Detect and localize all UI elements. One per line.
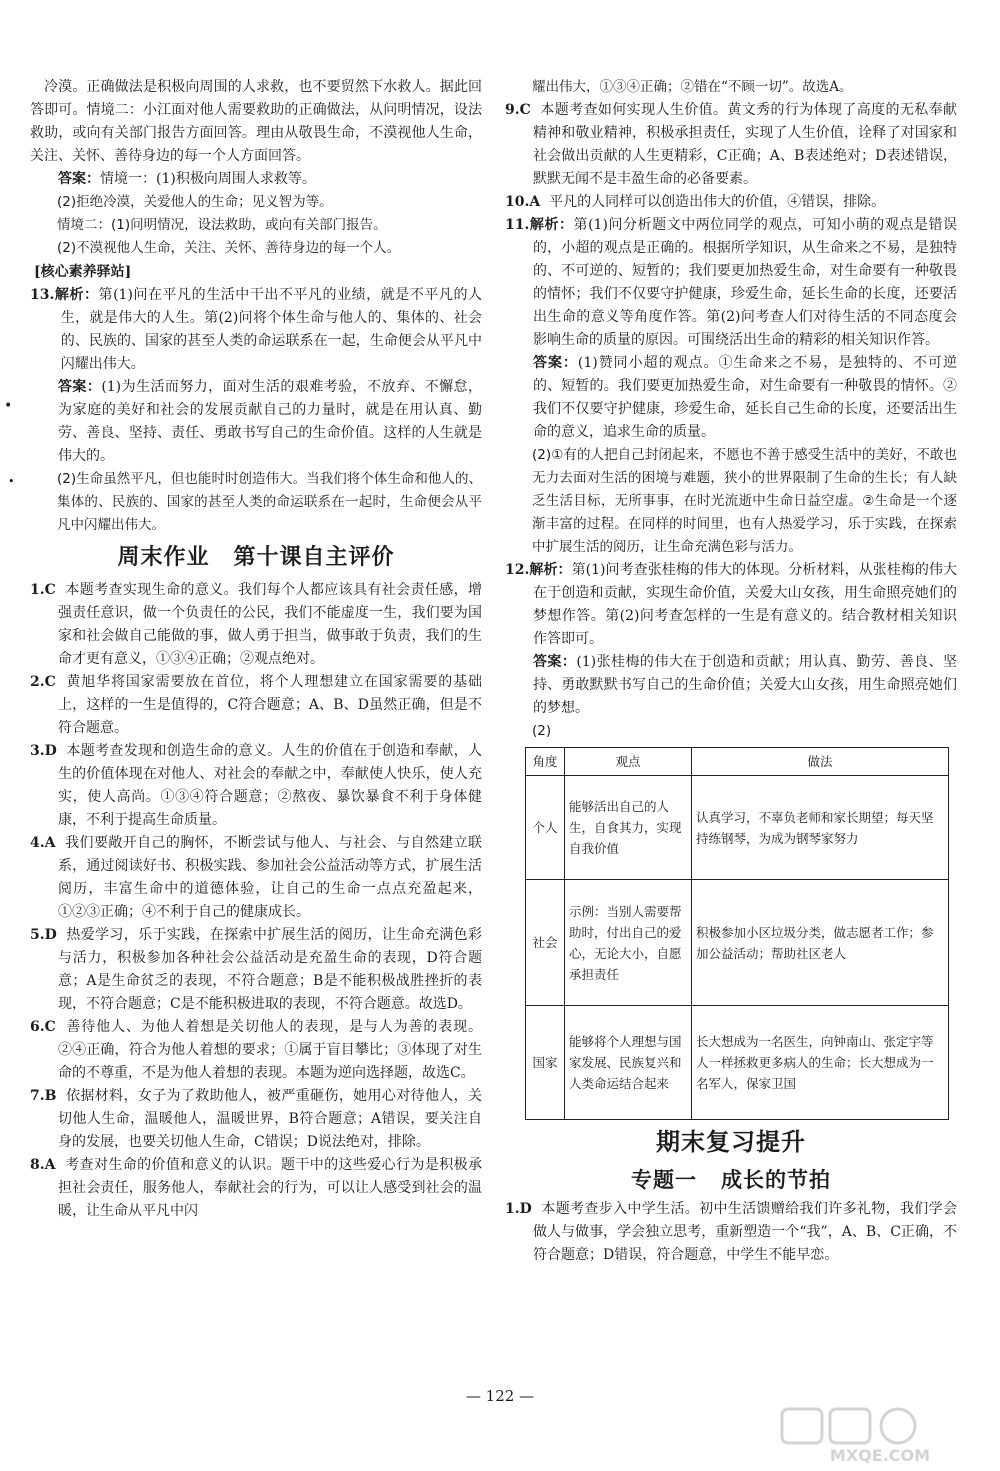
question-12 (505, 559, 957, 651)
answer-line: (2)生命虽然平凡，但也能时时创造伟大。当我们将个体生命和他人的、集体的、民族的、国家的甚至人类的命运联系在一起时，生命便会从平凡中闪耀出伟大。 (57, 471, 482, 533)
question-text: 本题考查发现和创造生命的意义。人生的价值在于创造和奉献，人生的价值体现在对他人、对社会的奉献之中，奉献使人快乐，使人充实，使人高尚。①③④符合题意；②熬夜、暴饮暴食不利于身体健康，不利于提高生命质量。 (58, 743, 482, 828)
heading-part: 周末作业 (117, 545, 210, 570)
answer-line: (2)①有的人把自己封闭起来，不愿也不善于感受生活中的美好，不敢也无力去面对生活的困境与难题，狭小的世界限制了生命的生长；有人缺乏生活目标，无所事事，在时光流逝中生命日益空虚。②生命是一个逐渐丰富的过程。在同样的时间里，也有人热爱学习，乐于实践，在探索中扩展生活的阅历，让生命充满色彩与活力。 (532, 447, 957, 555)
answer-table (525, 747, 949, 1120)
table-header: 做法 (692, 748, 949, 776)
question-5 (30, 924, 482, 1016)
question-label: 11.解析： (505, 217, 574, 233)
question-text: 考查对生命的价值和意义的认识。题干中的这些爱心行为是积极承担社会责任，服务他人，奉献社会的行为，可以让人感受到社会的温暖，让生命从平凡中闪 (58, 1157, 483, 1219)
table-cell-view: 能够将个人理想与国家发展、民族复兴和人类命运结合起来 (565, 1006, 692, 1120)
heading-part: 成长的节拍 (721, 1168, 831, 1192)
chapter-heading: 期末复习提升 (656, 1128, 806, 1156)
table-cell-angle: 国家 (526, 1006, 565, 1120)
answer (30, 168, 482, 191)
question-text: 本题考查步入中学生活。初中生活馈赠给我们许多礼物，我们学会做人与做事，学会独立思考，重新塑造一个“我”，A、B、C正确，不符合题意；D错误，符合题意，中学生不能早恋。 (533, 1201, 957, 1263)
question-label: 8.A (30, 1157, 56, 1173)
table-cell-angle: 社会 (526, 880, 565, 1006)
question-label: 1.D (505, 1201, 532, 1217)
scan-mark: • (4, 398, 13, 414)
answer-label: 答案： (533, 654, 577, 670)
question-text: 本题考查实现生命的意义。我们每个人都应该具有社会责任感，增强责任意识，做一个负责任的公民，我们不能虚度一生，我们要为国家和社会做自己能做的事，做人勇于担当，做事敢于负责，我们的生命才更有意义，①③④正确；②观点绝对。 (58, 582, 482, 667)
table-row (526, 1006, 949, 1120)
section-heading (30, 537, 482, 579)
question-text: 第(1)问在平凡的生活中干出不平凡的业绩，就是不平凡的人生，就是伟大的人生。第(2)问将个体生命与他人的、集体的、社会的、民族的、国家的甚至人类的命运联系在一起，生命便会从平凡中闪耀出伟大。 (60, 287, 482, 372)
question-label: 7.B (30, 1088, 57, 1104)
question-text: 平凡的人同样可以创造出伟大的价值，④错误，排除。 (549, 194, 886, 210)
table-cell-view: 示例：当别人需要帮助时，付出自己的爱心，无论大小，自愿承担责任 (565, 880, 692, 1006)
table-cell-action: 长大想成为一名医生，向钟南山、张定宇等人一样拯救更多病人的生命；长大想成为一名军人，保家卫国 (692, 1006, 949, 1120)
question-label: 2.C (30, 674, 56, 690)
question-2 (30, 671, 482, 740)
question-label: 10.A (505, 194, 541, 210)
question-text: 我们要敞开自己的胸怀，不断尝试与他人、与社会、与自然建立联系，通过阅读好书、积极实践、参加社会公益活动等方式，扩展生活阅历，丰富生命中的道德体验，让自己的生命一点点充盈起来，①②③正确；④不利于自己的健康成长。 (58, 835, 483, 920)
question-label: 12.解析： (505, 562, 572, 578)
question-text: 本题考查如何实现人生价值。黄文秀的行为体现了高度的无私奉献精神和敬业精神，积极承担责任，实现了人生价值，诠释了对国家和社会做出贡献的人生更精彩，C正确；A、B表述绝对；D表述错误，默默无闻不是丰盈生命的必备要素。 (533, 102, 957, 187)
question-11 (505, 214, 957, 352)
table-header: 观点 (565, 748, 692, 776)
table-header: 角度 (526, 748, 565, 776)
question-4 (30, 832, 482, 924)
table-row (526, 776, 949, 880)
topic-heading (505, 1162, 957, 1198)
answer (30, 376, 482, 468)
svg-text:MXQE.COM: MXQE.COM (829, 1446, 931, 1465)
question-text: 依据材料，女子为了救助他人，被严重砸伤，她用心对待他人，关切他人生命，温暖他人，温暖世界，B符合题意；A错误，要关注自身的发展，也要关切他人生命，C错误；D说法绝对，排除。 (58, 1088, 483, 1150)
answer-label: 答案： (58, 171, 100, 187)
paragraph: 冷漠。正确做法是积极向周围的人求救，也不要贸然下水救人。据此回答即可。情境二：小江面对他人需要救助的正确做法，从问明情况，设法救助，或向有关部门报告方面回答。理由从敬畏生命，不漠视他人生命，关注、关怀、善待身边的每一个人方面回答。 (30, 79, 482, 164)
section-label: [核心素养驿站] (34, 264, 132, 280)
answer-text: (1)赞同小超的观点。①生命来之不易，是独特的、不可逆的、短暂的。我们要更加热爱生命，对生命要有一种敬畏的情怀。②我们不仅要守护健康，珍爱生命，延长自己生命的长度，还要活出生命的意义，追求生命的质量。 (533, 355, 957, 440)
question-label: 9.C (505, 102, 531, 118)
question-label: 5.D (30, 927, 57, 943)
question-label: 13.解析： (30, 287, 99, 303)
question-label: 4.A (30, 835, 56, 851)
question-text: 善待他人、为他人着想是关切他人的表现，是与人为善的表现。②④正确，符合为他人着想的要求；①属于盲目攀比；③体现了对生命的不尊重，不是为他人着想的表现。本题为逆向选择题，故选C。 (58, 1019, 483, 1081)
scan-mark: • (8, 475, 15, 488)
answer-text: 情境一：(1)积极向周围人求救等。 (100, 171, 316, 187)
answer-text: (1)为生活而努力，面对生活的艰难考验，不放弃、不懈怠，为家庭的美好和社会的发展贡献自己的力量时，就是在用认真、勤劳、善良、坚持、责任、勇敢书写自己的生命价值。这样的人生就是伟大的。 (58, 379, 482, 464)
answer-label: 答案： (58, 379, 102, 395)
answer (505, 651, 957, 720)
question-3 (30, 740, 482, 832)
table-cell-action: 积极参加小区垃圾分类，做志愿者工作；参加公益活动；帮助社区老人 (692, 880, 949, 1006)
heading-part: 第十课自主评价 (233, 545, 395, 570)
answer-line: (2)不漠视他人生命，关注、关怀、善待身边的每一个人。 (57, 240, 401, 256)
question-10 (505, 191, 957, 214)
question-7 (30, 1085, 482, 1154)
page-number: — 122 — (465, 1387, 535, 1405)
answer-line: (2) (532, 723, 552, 739)
heading-part: 专题一 (631, 1168, 697, 1192)
question-label: 6.C (30, 1019, 56, 1035)
question-text: 热爱学习，乐于实践，在探索中扩展生活的阅历，让生命充满色彩与活力，积极参加各种社会公益活动是充盈生命的表现，D符合题意；A是生命贫乏的表现，不符合题意；B是不能积极战胜挫折的表现，不符合题意；C是不能积极进取的表现，不符合题意。故选D。 (58, 927, 482, 1012)
question-6 (30, 1016, 482, 1085)
question-1 (30, 579, 482, 671)
answer-line: 情境二：(1)问明情况，设法救助，或向有关部门报告。 (57, 217, 387, 233)
answer-label: 答案： (533, 355, 578, 371)
table-cell-angle: 个人 (526, 776, 565, 880)
question-label: 3.D (30, 743, 57, 759)
question-8 (30, 1154, 482, 1223)
answer-text: (1)张桂梅的伟大在于创造和贡献；用认真、勤劳、善良、坚持、勇敢默默书写自己的生命价值；关爱大山女孩，用生命照亮她们的梦想。 (533, 654, 957, 716)
table-header-row (526, 748, 949, 776)
question-text: 黄旭华将国家需要放在首位，将个人理想建立在国家需要的基础上，这样的一生是值得的，C符合题意；A、B、D虽然正确，但是不符合题意。 (58, 674, 483, 736)
answer (505, 352, 957, 444)
answer-line: (2)拒绝冷漠，关爱他人的生命；见义智为等。 (57, 194, 333, 210)
table-cell-action: 认真学习，不辜负老师和家长期望；每天坚持练钢琴，为成为钢琴家努力 (692, 776, 949, 880)
table-row (526, 880, 949, 1006)
question-13 (30, 284, 482, 376)
question-text: 第(1)问分析题文中两位同学的观点，可知小萌的观点是错误的，小超的观点是正确的。根据所学知识，从生命来之不易，是独特的、不可逆的、短暂的；我们要更加热爱生命，对生命要有一种敬畏的情怀；我们不仅要守护健康，珍爱生命，延长生命的长度，还要活出生命的意义等角度作答。第(2)问考查人们对待生活的不同态度会影响生命的质量的原因。可围绕活出生命的精彩的相关知识作答。 (533, 217, 957, 348)
paragraph-continued: 耀出伟大，①③④正确；②错在“不顾一切”。故选A。 (532, 79, 853, 95)
watermark-logo (780, 1405, 980, 1465)
question-9 (505, 99, 957, 191)
question-label: 1.C (30, 582, 56, 598)
review-question-1 (505, 1198, 957, 1267)
table-cell-view: 能够活出自己的人生，自食其力，实现自我价值 (565, 776, 692, 880)
question-text: 第(1)问考查张桂梅的伟大的体现。分析材料，从张桂梅的伟大在于创造和贡献，实现生命价值，关爱大山女孩，用生命照亮她们的梦想作答。第(2)问考查怎样的一生是有意义的。结合教材相关知识作答即可。 (533, 562, 957, 647)
